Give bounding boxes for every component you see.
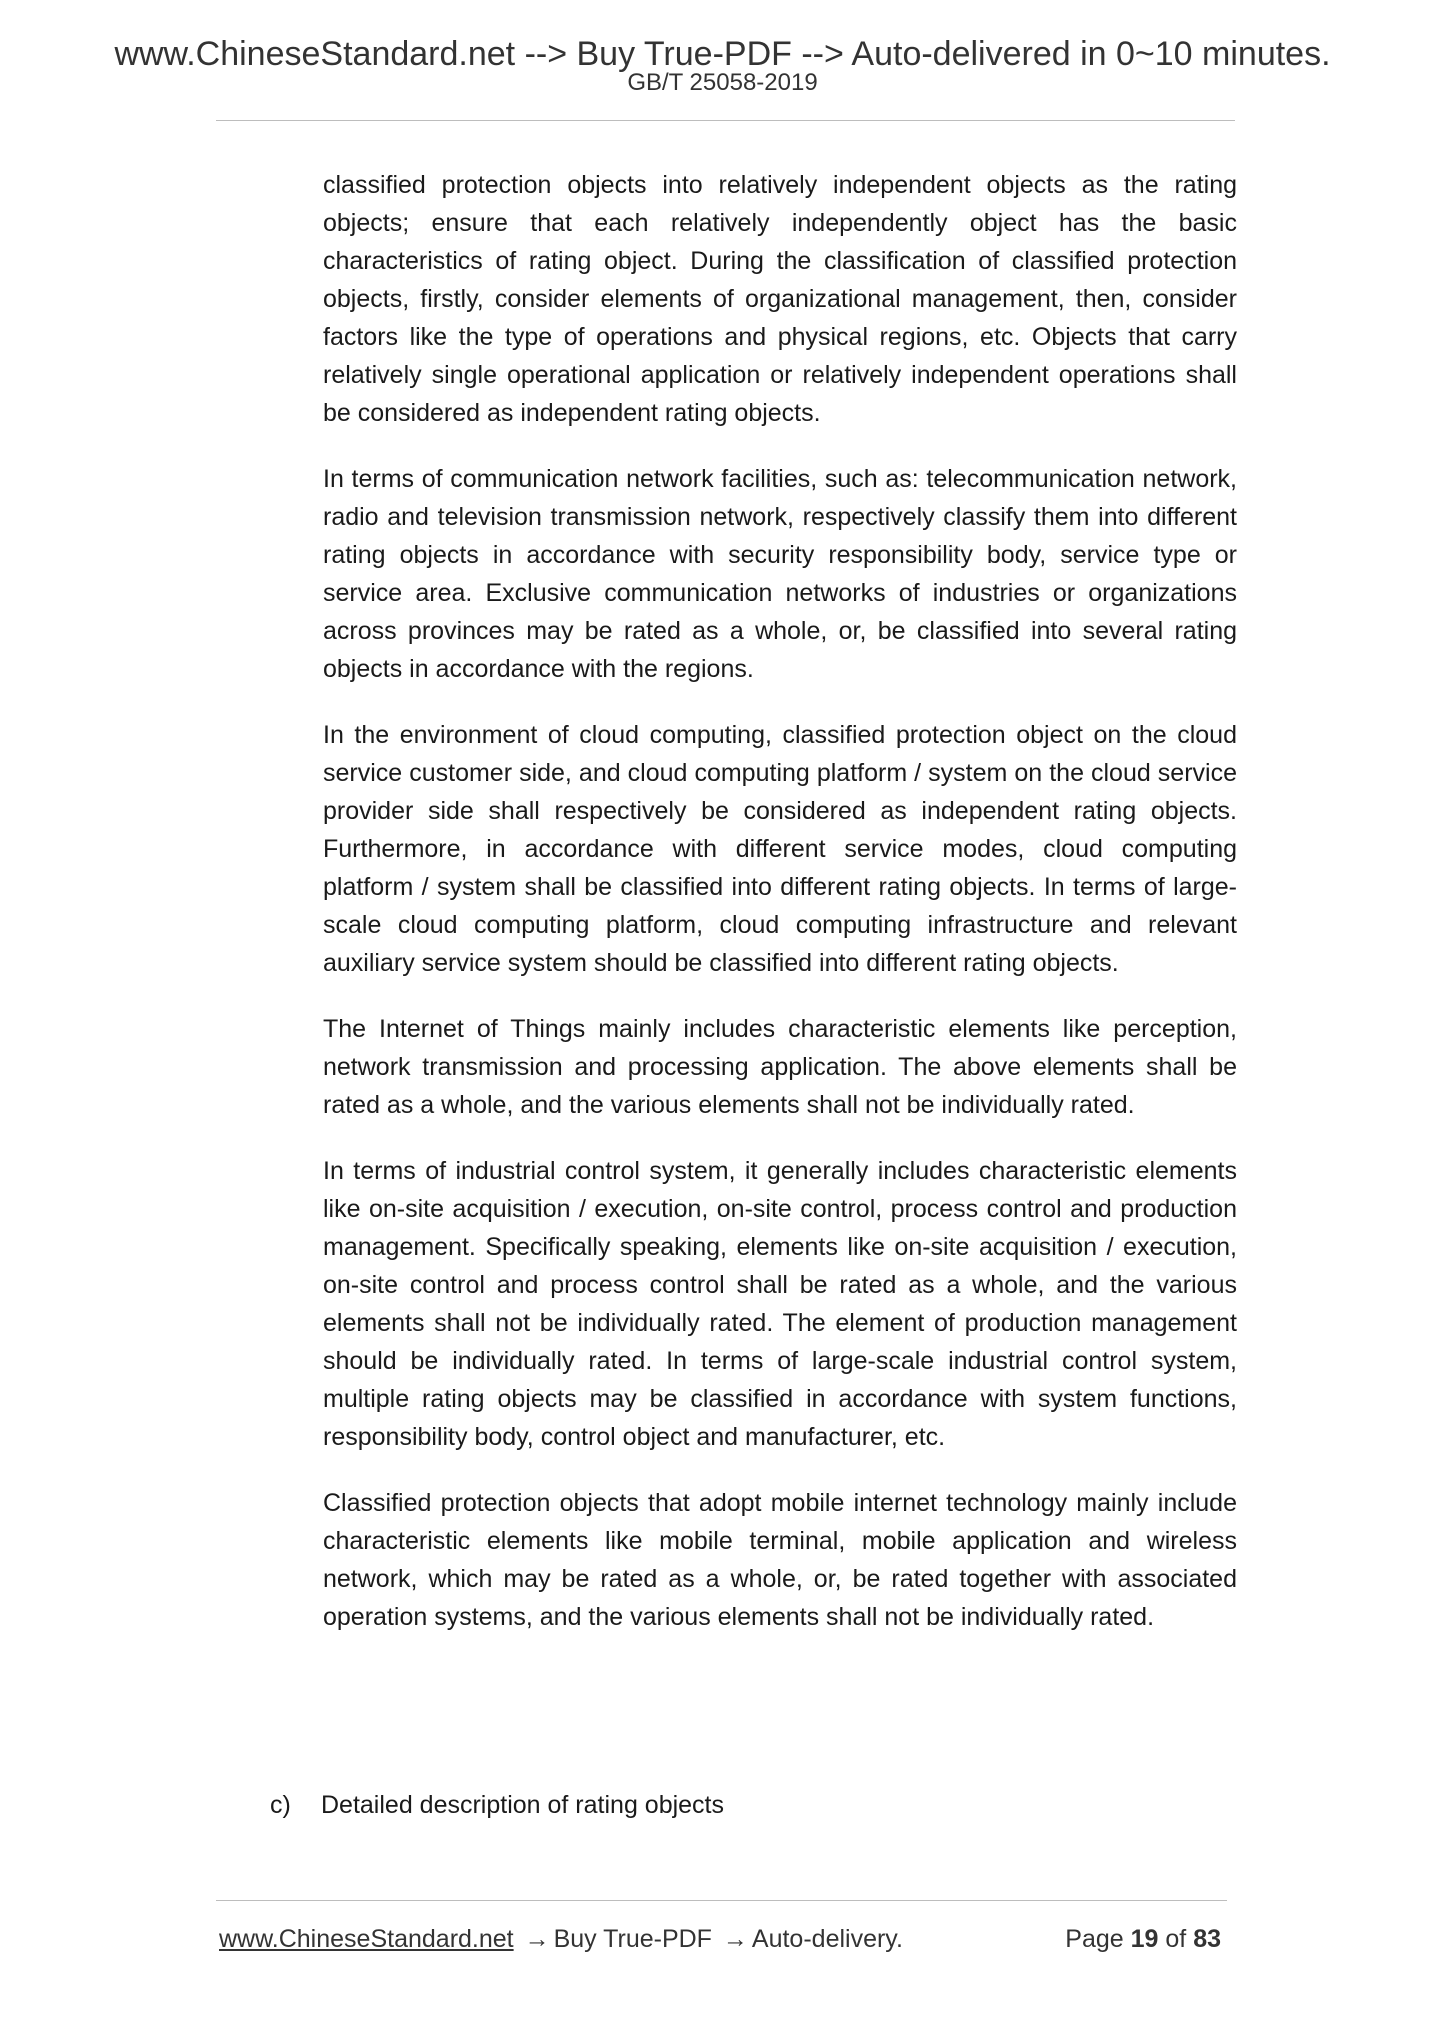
page-label: Page	[1065, 1925, 1124, 1953]
header-divider	[216, 120, 1235, 121]
footer-site-link[interactable]: www.ChineseStandard.net	[219, 1925, 514, 1953]
of-label: of	[1165, 1925, 1187, 1953]
body-paragraph: The Internet of Things mainly includes characteristic elements like perception, network transmission and processing application. The above elements shall be rated as a whole, and the various elements shall not be individually rated.	[323, 1015, 1237, 1119]
body-paragraph: In terms of communication network facilities, such as: telecommunication network, radio and television transmission network, respectively classify them into different rating objects in accordance with security responsibility body, service type or service area. Exclusive communication networks of industries or organizations across provinces may be rated as a whole, or, be classified into several rating objects in accordance with the regions.	[323, 465, 1237, 683]
list-item	[270, 1786, 724, 1824]
footer-divider	[216, 1900, 1227, 1901]
body-paragraph: In the environment of cloud computing, classified protection object on the cloud service customer side, and cloud computing platform / system on the cloud service provider side shall respectively be considered as independent rating objects. Furthermore, in accordance with different service modes, cloud computing platform / system shall be classified into different rating objects. In terms of large-scale cloud computing platform, cloud computing infrastructure and relevant auxiliary service system should be classified into different rating objects.	[323, 721, 1237, 977]
page-number: 19	[1130, 1925, 1159, 1953]
standard-code: GB/T 25058-2019	[627, 69, 818, 96]
total-pages: 83	[1193, 1925, 1221, 1953]
body-paragraph: Classified protection objects that adopt mobile internet technology mainly include characteristic elements like mobile terminal, mobile application and wireless network, which may be rated as a whole, or, be rated together with associated operation systems, and the various elements shall not be individually rated.	[323, 1489, 1237, 1631]
page-indicator	[1065, 1922, 1221, 1956]
list-marker: c)	[270, 1791, 291, 1819]
top-banner[interactable]: www.ChineseStandard.net --> Buy True-PDF --> Auto-delivered in 0~10 minutes.	[114, 35, 1331, 73]
right-arrow-icon: →	[722, 1925, 748, 1953]
page-footer	[219, 1922, 1229, 1956]
footer-buy-text: Buy True-PDF	[553, 1925, 712, 1953]
footer-delivery-text: Auto-delivery.	[751, 1925, 903, 1953]
right-arrow-icon: →	[524, 1925, 550, 1953]
list-item-text: Detailed description of rating objects	[321, 1791, 725, 1819]
body-paragraph: classified protection objects into relatively independent objects as the rating objects; ensure that each relatively independently object has the basic characteristics of rating object. During the classification of classified protection objects, firstly, consider elements of organizational management, then, consider factors like the type of operations and physical regions, etc. Objects that carry relatively single operational application or relatively independent operations shall be considered as independent rating objects.	[323, 171, 1237, 427]
body-paragraph: In terms of industrial control system, it generally includes characteristic elements like on-site acquisition / execution, on-site control, process control and production management. Specifically speaking, elements like on-site acquisition / execution, on-site control and process control shall be rated as a whole, and the various elements shall not be individually rated. The element of production management should be individually rated. In terms of large-scale industrial control system, multiple rating objects may be classified in accordance with system functions, responsibility body, control object and manufacturer, etc.	[323, 1157, 1237, 1451]
document-body	[323, 166, 1237, 1664]
